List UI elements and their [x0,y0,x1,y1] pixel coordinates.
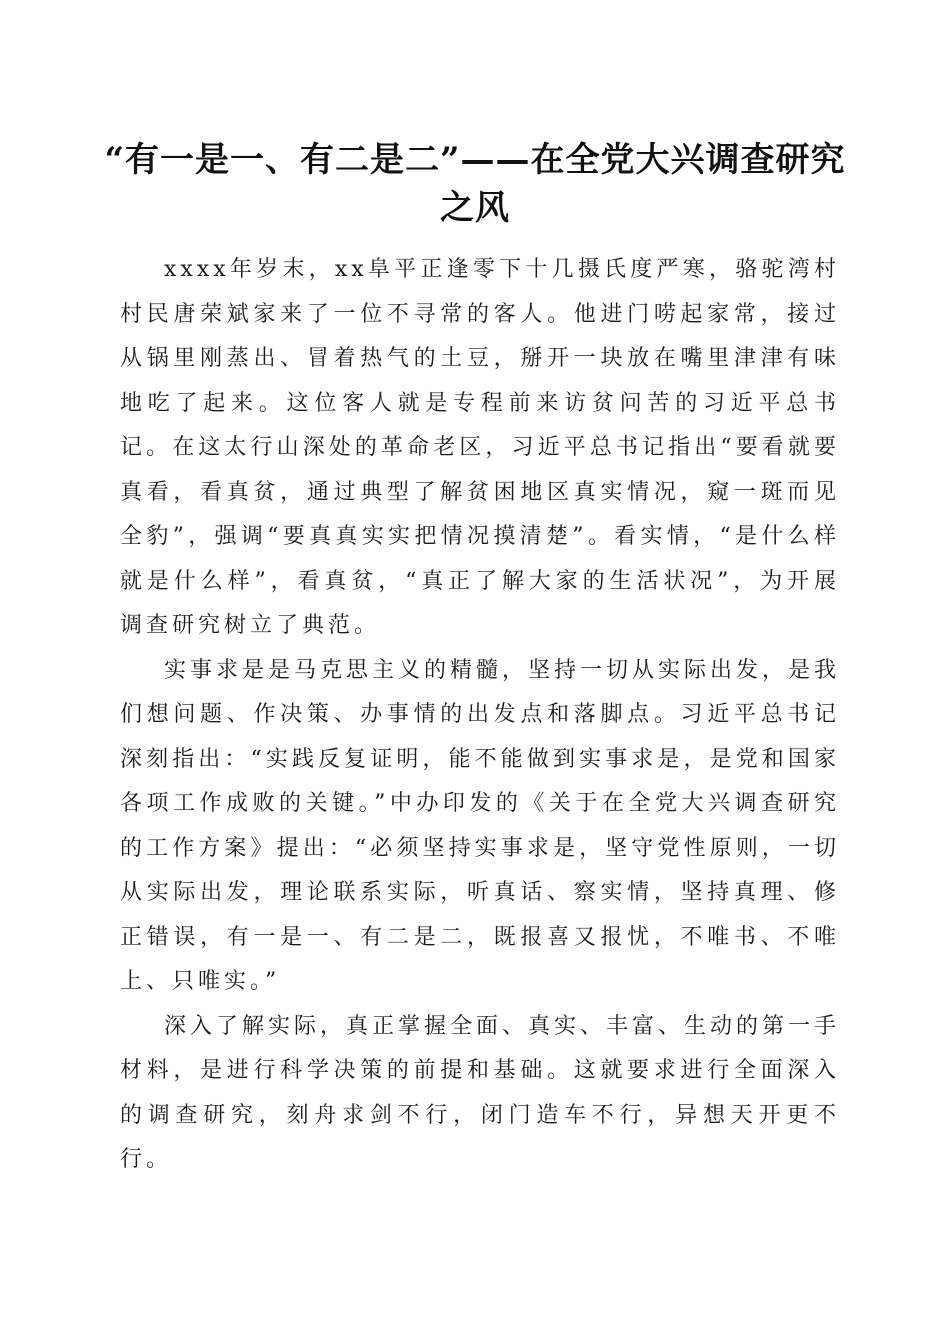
document-title: “有一是一、有二是二”——在全党大兴调查研究之风 [104,140,846,228]
document-body [120,248,840,1183]
body-paragraph: 实事求是是马克思主义的精髓，坚持一切从实际出发，是我们想问题、作决策、办事情的出发点和落脚点。习近平总书记深刻指出：“实践反复证明，能不能做到实事求是，是党和国家各项工作成败的关键。”中办印发的《关于在全党大兴调查研究的工作方案》提出：“必须坚持实事求是，坚守党性原则，一切从实际出发，理论联系实际，听真话、察实情，坚持真理、修正错误，有一是一、有二是二，既报喜又报忧，不唯书、不唯上、只唯实。” [120,657,841,994]
body-paragraph: 深入了解实际，真正掌握全面、真实、丰富、生动的第一手材料，是进行科学决策的前提和基础。这就要求进行全面深入的调查研究，刻舟求剑不行，闭门造车不行，异想天开更不行。 [120,1013,841,1172]
body-paragraph: xxxx年岁末，xx阜平正逢零下十几摄氏度严寒，骆驼湾村村民唐荣斌家来了一位不寻常的客人。他进门唠起家常，接过从锅里刚蒸出、冒着热气的土豆，掰开一块放在嘴里津津有味地吃了起来。这位客人就是专程前来访贫问苦的习近平总书记。在这太行山深处的革命老区，习近平总书记指出“要看就要真看，看真贫，通过典型了解贫困地区真实情况，窥一斑而见全豹”，强调“要真真实实把情况摸清楚”。看实情，“是什么样就是什么样”，看真贫，“真正了解大家的生活状况”，为开展调查研究树立了典范。 [120,257,840,638]
